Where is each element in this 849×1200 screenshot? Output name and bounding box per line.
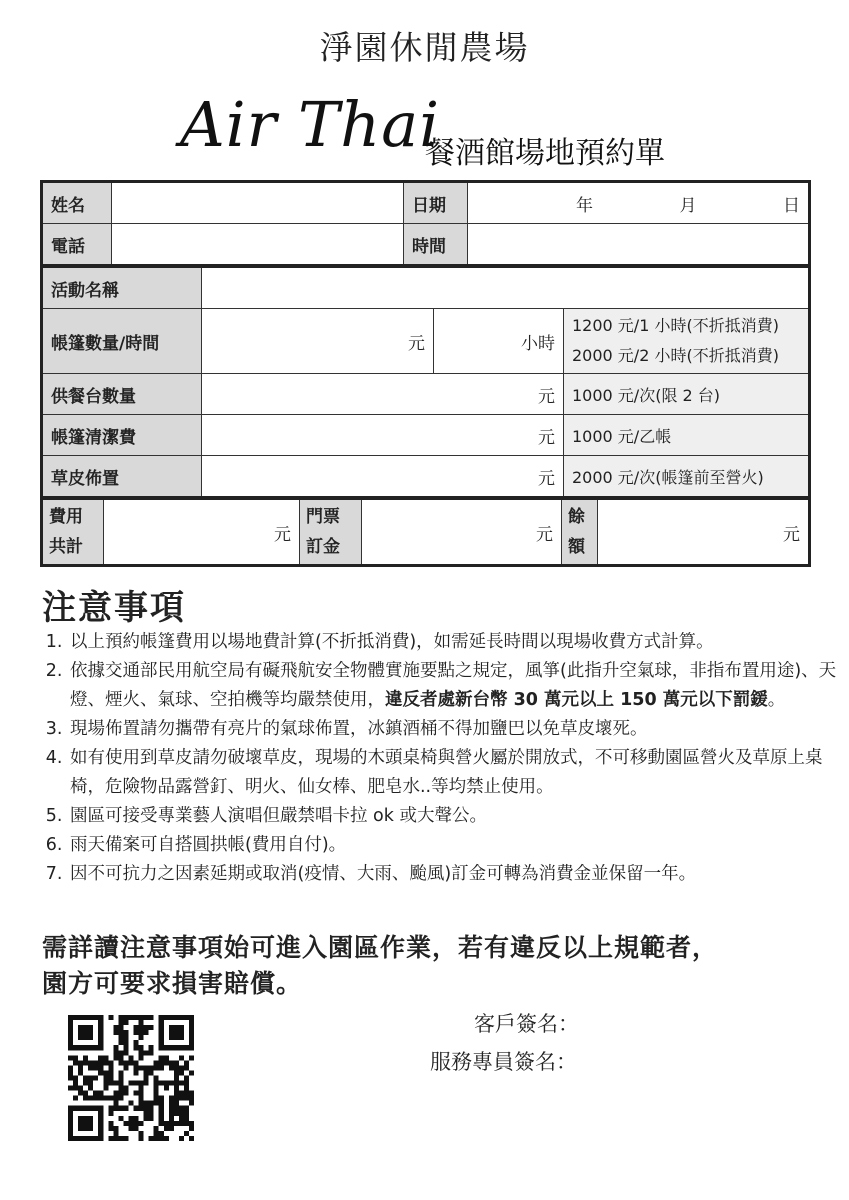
serving-table-field[interactable] [202, 374, 564, 415]
staff-signature-label: 服務專員簽名： [430, 1050, 577, 1074]
note-item: 3. 現場佈置請勿攜帶有亮片的氣球佈置，冰鎮酒桶不得加鹽巴以免草皮壞死。 [68, 715, 843, 744]
time-label: 時間 [404, 224, 468, 266]
date-day: 日 [783, 195, 800, 216]
note-item: 5. 園區可接受專業藝人演唱但嚴禁唱卡拉 ok 或大聲公。 [68, 802, 843, 831]
lawn-label: 草皮佈置 [42, 456, 202, 498]
note-item: 4. 如有使用到草皮請勿破壞草皮，現場的木頭桌椅與營火屬於開放式，不可移動園區營火及草原上桌椅，危險物品露營釘、明火、仙女棒、肥皂水..等均禁止使用。 [68, 744, 843, 802]
tent-unit: 元 [408, 333, 425, 354]
form-header [0, 88, 849, 171]
compliance-warning: 需詳讀注意事項始可進入園區作業，若有違反以上規範者， 園方可要求損害賠償。 [42, 933, 719, 998]
tent-price-2: 2000 元/2 小時(不折抵消費) [572, 346, 779, 365]
cleaning-unit: 元 [538, 427, 555, 448]
lawn-price: 2000 元/次(帳篷前至營火) [564, 456, 810, 498]
note-item: 1. 以上預約帳篷費用以場地費計算(不折抵消費)，如需延長時間以現場收費方式計算。 [68, 628, 843, 657]
phone-field[interactable] [112, 224, 404, 266]
contact-table [40, 180, 811, 267]
time-field[interactable] [468, 224, 810, 266]
name-field[interactable] [112, 182, 404, 224]
serving-table-price: 1000 元/次(限 2 台) [564, 374, 810, 415]
pricing-table [40, 265, 811, 499]
balance-unit: 元 [783, 524, 800, 545]
total-label: 費用 共計 [42, 499, 104, 566]
date-year: 年 [576, 195, 593, 216]
serving-table-label: 供餐台數量 [42, 374, 202, 415]
date-field[interactable] [468, 182, 810, 224]
deposit-field[interactable] [362, 499, 562, 566]
note-item: 7. 因不可抗力之因素延期或取消(疫情、大雨、颱風)訂金可轉為消費金並保留一年。 [68, 860, 843, 889]
tent-amount-field[interactable] [202, 309, 434, 374]
tent-price-note [564, 309, 810, 374]
notes-list [40, 628, 843, 889]
balance-field[interactable] [598, 499, 810, 566]
balance-label: 餘 額 [562, 499, 598, 566]
cleaning-label: 帳篷清潔費 [42, 415, 202, 456]
serving-table-unit: 元 [538, 386, 555, 407]
notes-heading: 注意事項 [42, 588, 186, 628]
tent-price-1: 1200 元/1 小時(不折抵消費) [572, 316, 779, 335]
name-label: 姓名 [42, 182, 112, 224]
deposit-label: 門票 訂金 [300, 499, 362, 566]
tent-hours-field[interactable] [434, 309, 564, 374]
lawn-field[interactable] [202, 456, 564, 498]
note-item: 6. 雨天備案可自搭圓拱帳(費用自付)。 [68, 831, 843, 860]
form-subtitle: 餐酒館場地預約單 [425, 136, 665, 171]
customer-signature-label: 客戶簽名： [474, 1012, 579, 1036]
deposit-unit: 元 [536, 524, 553, 545]
note-item: 2. 依據交通部民用航空局有礙飛航安全物體實施要點之規定，風箏(此指升空氣球，非指布置用途)、天燈、煙火、氣球、空拍機等均嚴禁使用，違反者處新台幣 30 萬元以上 150 萬元以下罰鍰。 [68, 657, 843, 715]
event-label: 活動名稱 [42, 267, 202, 309]
farm-title: 淨園休閒農場 [319, 28, 530, 67]
phone-label: 電話 [42, 224, 112, 266]
tent-label: 帳篷數量/時間 [42, 309, 202, 374]
total-field[interactable] [104, 499, 300, 566]
date-label: 日期 [404, 182, 468, 224]
event-field[interactable] [202, 267, 810, 309]
qr-code-icon [68, 1015, 194, 1141]
cleaning-field[interactable] [202, 415, 564, 456]
lawn-unit: 元 [538, 468, 555, 489]
tent-hours-unit: 小時 [521, 333, 555, 354]
penalty-text: 違反者處新台幣 30 萬元以上 150 萬元以下罰鍰 [385, 690, 768, 710]
date-month: 月 [679, 195, 697, 216]
cleaning-price: 1000 元/乙帳 [564, 415, 810, 456]
brand-logo: Air Thai [180, 88, 441, 161]
totals-table [40, 497, 811, 567]
total-unit: 元 [274, 524, 291, 545]
